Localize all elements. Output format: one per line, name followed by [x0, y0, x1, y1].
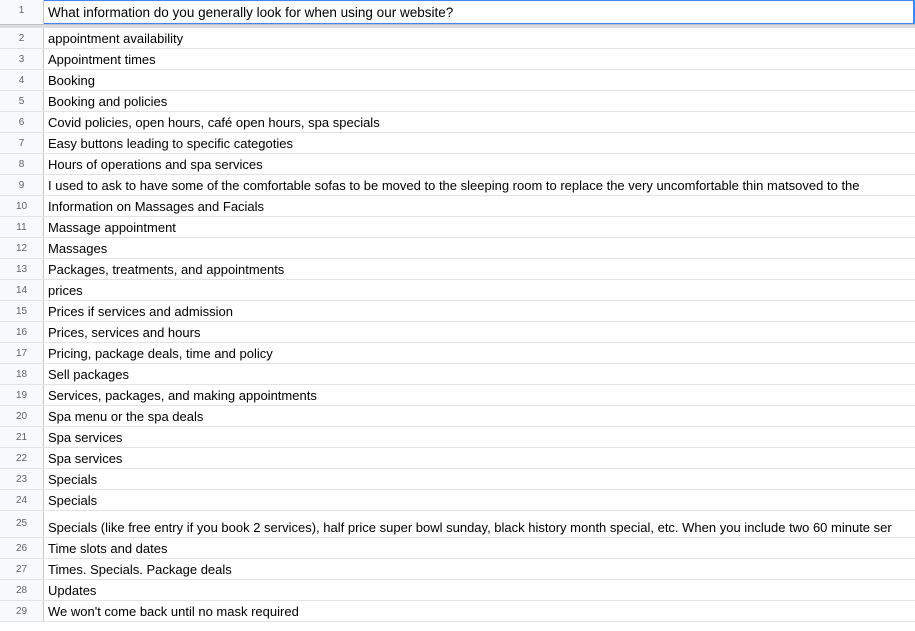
- row-number[interactable]: 1: [0, 0, 44, 24]
- table-row[interactable]: [0, 154, 915, 175]
- row-number[interactable]: 26: [0, 538, 44, 558]
- table-row[interactable]: [0, 490, 915, 511]
- cell[interactable]: Specials (like free entry if you book 2 services), half price super bowl sunday, black history month special, etc. When you include two 60 minute ser: [48, 520, 892, 535]
- row-number[interactable]: 3: [0, 49, 44, 69]
- row-number[interactable]: 12: [0, 238, 44, 258]
- row-number[interactable]: 24: [0, 490, 44, 510]
- table-row[interactable]: [0, 280, 915, 301]
- cell[interactable]: Covid policies, open hours, café open hours, spa specials: [48, 115, 380, 130]
- row-number[interactable]: 14: [0, 280, 44, 300]
- cell[interactable]: Spa services: [48, 451, 123, 466]
- table-row[interactable]: [0, 112, 915, 133]
- cell[interactable]: Appointment times: [48, 52, 156, 67]
- table-row[interactable]: [0, 322, 915, 343]
- row-number[interactable]: 9: [0, 175, 44, 195]
- cell[interactable]: Packages, treatments, and appointments: [48, 262, 285, 277]
- cell[interactable]: prices: [48, 283, 83, 298]
- row-number[interactable]: 19: [0, 385, 44, 405]
- table-row[interactable]: [0, 538, 915, 559]
- row-number[interactable]: 23: [0, 469, 44, 489]
- row-number[interactable]: 10: [0, 196, 44, 216]
- table-row[interactable]: [0, 469, 915, 490]
- cell[interactable]: Updates: [48, 583, 97, 598]
- row-number[interactable]: 15: [0, 301, 44, 321]
- row-number[interactable]: 7: [0, 133, 44, 153]
- cell[interactable]: Spa menu or the spa deals: [48, 409, 204, 424]
- table-row[interactable]: [0, 259, 915, 280]
- cell[interactable]: Specials: [48, 472, 98, 487]
- data-rows: [0, 28, 915, 622]
- table-row[interactable]: [0, 91, 915, 112]
- table-row[interactable]: [0, 28, 915, 49]
- row-number[interactable]: 5: [0, 91, 44, 111]
- cell[interactable]: appointment availability: [48, 31, 184, 46]
- row-number[interactable]: 13: [0, 259, 44, 279]
- table-row[interactable]: [0, 217, 915, 238]
- cell[interactable]: Services, packages, and making appointments: [48, 388, 317, 403]
- table-row[interactable]: [0, 70, 915, 91]
- cell[interactable]: Times. Specials. Package deals: [48, 562, 232, 577]
- table-row[interactable]: [0, 301, 915, 322]
- table-row[interactable]: [0, 580, 915, 601]
- cell[interactable]: Specials: [48, 493, 98, 508]
- row-number[interactable]: 18: [0, 364, 44, 384]
- cell[interactable]: Hours of operations and spa services: [48, 157, 263, 172]
- table-row[interactable]: [0, 364, 915, 385]
- row-number[interactable]: 27: [0, 559, 44, 579]
- row-number[interactable]: 4: [0, 70, 44, 90]
- row-number[interactable]: 8: [0, 154, 44, 174]
- table-row[interactable]: [0, 448, 915, 469]
- table-row[interactable]: [0, 175, 915, 196]
- row-number[interactable]: 25: [0, 511, 44, 537]
- cell[interactable]: Massage appointment: [48, 220, 176, 235]
- row-number[interactable]: 28: [0, 580, 44, 600]
- cell[interactable]: Massages: [48, 241, 108, 256]
- cell[interactable]: Booking: [48, 73, 95, 88]
- table-row[interactable]: [0, 343, 915, 364]
- row-number[interactable]: 2: [0, 28, 44, 48]
- selected-cell[interactable]: What information do you generally look for when using our website?: [44, 0, 915, 24]
- cell[interactable]: Time slots and dates: [48, 541, 168, 556]
- row-number[interactable]: 21: [0, 427, 44, 447]
- cell[interactable]: I used to ask to have some of the comfortable sofas to be moved to the sleeping room to replace the very uncomfortable thin matsoved to the: [48, 178, 860, 193]
- cell[interactable]: Prices, services and hours: [48, 325, 201, 340]
- table-row[interactable]: [0, 196, 915, 217]
- cell[interactable]: Easy buttons leading to specific categoties: [48, 136, 293, 151]
- table-row[interactable]: [0, 406, 915, 427]
- row-number[interactable]: 29: [0, 601, 44, 621]
- table-row[interactable]: [0, 385, 915, 406]
- table-row[interactable]: [0, 559, 915, 580]
- header-row[interactable]: [0, 0, 915, 24]
- cell[interactable]: Spa services: [48, 430, 123, 445]
- row-number[interactable]: 22: [0, 448, 44, 468]
- cell[interactable]: Pricing, package deals, time and policy: [48, 346, 273, 361]
- cell[interactable]: Sell packages: [48, 367, 129, 382]
- row-number[interactable]: 20: [0, 406, 44, 426]
- table-row[interactable]: [0, 601, 915, 622]
- table-row[interactable]: [0, 49, 915, 70]
- cell[interactable]: Booking and policies: [48, 94, 168, 109]
- row-number[interactable]: 16: [0, 322, 44, 342]
- row-number[interactable]: 6: [0, 112, 44, 132]
- row-number[interactable]: 11: [0, 217, 44, 237]
- table-row[interactable]: [0, 427, 915, 448]
- row-number[interactable]: 17: [0, 343, 44, 363]
- cell[interactable]: Prices if services and admission: [48, 304, 233, 319]
- table-row[interactable]: [0, 511, 915, 538]
- cell[interactable]: Information on Massages and Facials: [48, 199, 265, 214]
- cell[interactable]: We won't come back until no mask required: [48, 604, 299, 619]
- table-row[interactable]: [0, 133, 915, 154]
- table-row[interactable]: [0, 238, 915, 259]
